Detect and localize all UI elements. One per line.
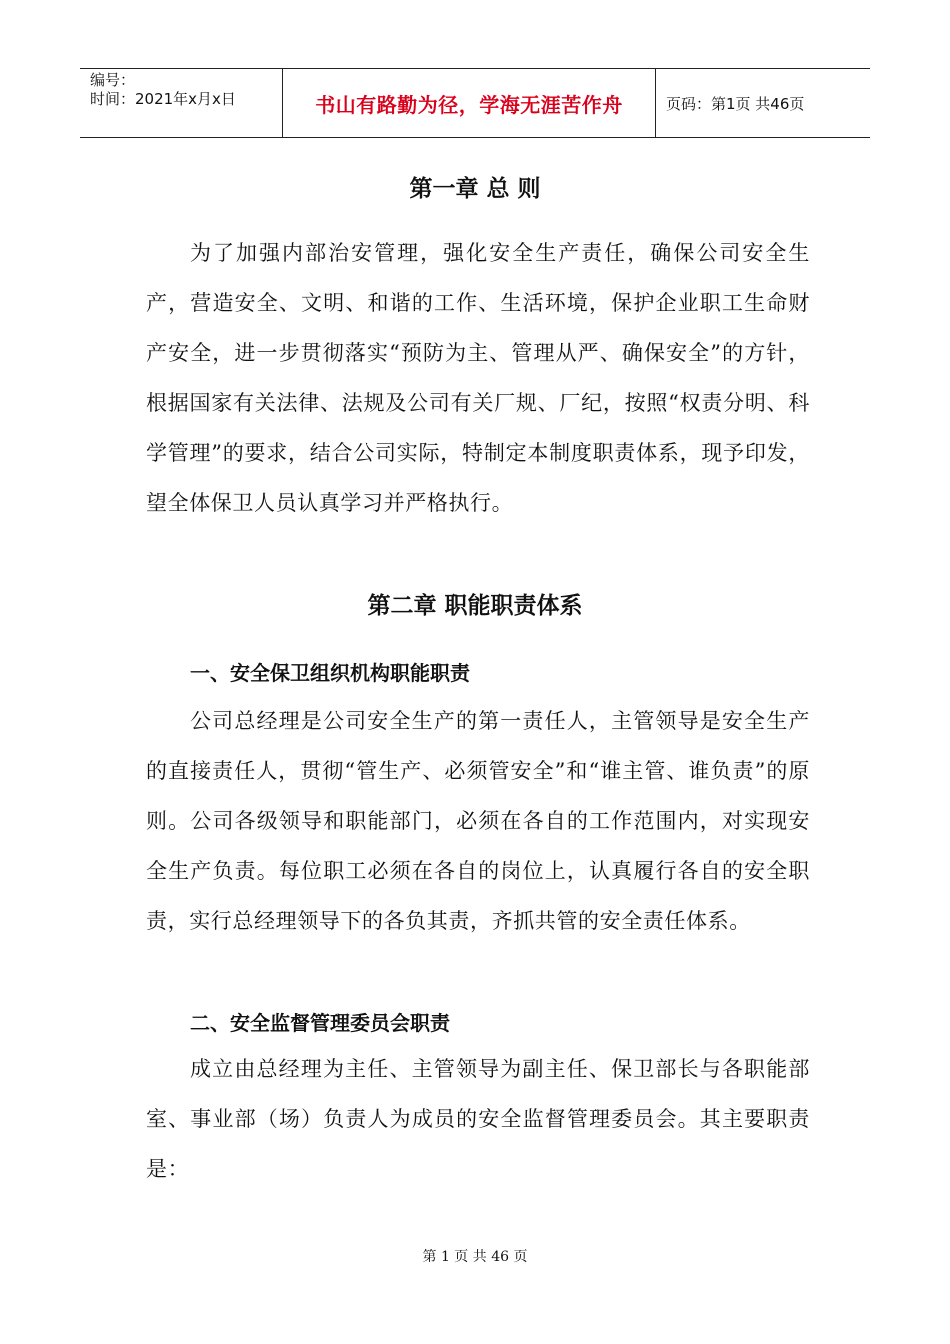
header-page-info <box>656 69 870 137</box>
time-label: 时间：2021年x月x日 <box>90 90 236 108</box>
page-footer: 第 1 页 共 46 页 <box>422 1249 528 1265</box>
document-header <box>80 68 870 138</box>
page-info-text: 页码：第1页 共46页 <box>666 94 805 113</box>
chapter1-title: 第一章 总 则 <box>409 176 541 202</box>
section1-paragraph: 公司总经理是公司安全生产的第一责任人，主管领导是安全生产的直接责任人，贯彻“管生产、必须管安全”和“谁主管、谁负责”的原则。公司各级领导和职能部门，必须在各自的工作范围内，对实现安全生产负责。每位职工必须在各自的岗位上，认真履行各自的安全职责，实行总经理领导下的各负其责，齐抓共管的安全责任体系。 <box>146 709 810 933</box>
chapter2-title: 第二章 职能职责体系 <box>367 593 583 619</box>
header-meta <box>80 69 282 137</box>
motto-text: 书山有路勤为径，学海无涯苦作舟 <box>315 92 623 117</box>
section2-title: 二、安全监督管理委员会职责 <box>190 1011 450 1035</box>
number-label: 编号： <box>90 71 136 89</box>
section1-title: 一、安全保卫组织机构职能职责 <box>190 661 470 685</box>
chapter1-paragraph: 为了加强内部治安管理，强化安全生产责任，确保公司安全生产，营造安全、文明、和谐的工作、生活环境，保护企业职工生命财产安全，进一步贯彻落实“预防为主、管理从严、确保安全”的方针，根据国家有关法律、法规及公司有关厂规、厂纪，按照“权责分明、科学管理”的要求，结合公司实际，特制定本制度职责体系，现予印发，望全体保卫人员认真学习并严格执行。 <box>146 241 810 515</box>
header-motto-cell <box>282 69 656 137</box>
section2-paragraph: 成立由总经理为主任、主管领导为副主任、保卫部长与各职能部室、事业部（场）负责人为成员的安全监督管理委员会。其主要职责是： <box>146 1057 810 1181</box>
